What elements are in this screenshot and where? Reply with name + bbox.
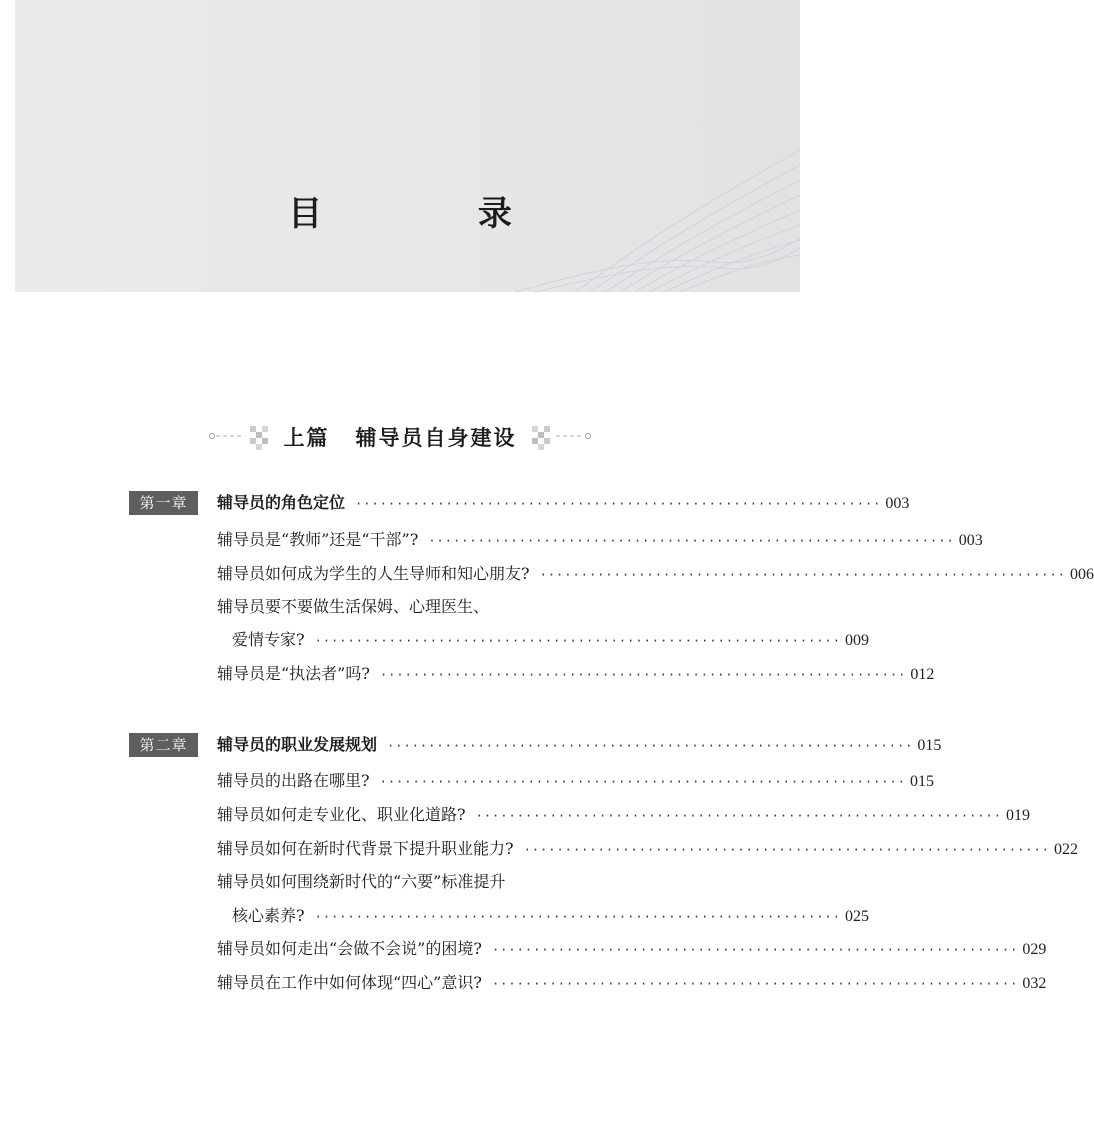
section-title: 辅导员的出路在哪里? xyxy=(217,771,370,790)
page-number: 015 xyxy=(909,773,934,790)
toc-section-entry-line1[interactable] xyxy=(217,868,670,896)
page-number: 019 xyxy=(1005,807,1030,824)
section-title: 辅导员如何围绕新时代的“六要”标准提升 xyxy=(217,872,506,891)
leader-dots: ································································ xyxy=(491,943,1019,957)
page-number: 029 xyxy=(1022,941,1047,958)
leader-dots: ································································ xyxy=(379,668,907,682)
page-number: 003 xyxy=(958,532,983,549)
page-number: 006 xyxy=(1069,566,1094,583)
leader-dots: ································································ xyxy=(379,775,906,789)
toc-section-entry-line2[interactable] xyxy=(232,902,869,930)
toc-section-entry[interactable] xyxy=(217,526,983,554)
section-title: 辅导员在工作中如何体现“四心”意识? xyxy=(217,973,482,992)
leader-dots: ································································ xyxy=(491,977,1019,991)
part-header xyxy=(0,420,800,460)
toc-section-entry[interactable] xyxy=(217,560,1094,588)
page-number: 012 xyxy=(910,666,935,683)
right-ornament-icon xyxy=(528,420,600,460)
page-number: 032 xyxy=(1022,975,1047,992)
toc-section-entry[interactable] xyxy=(217,660,935,688)
toc-section-entry[interactable] xyxy=(217,969,1047,997)
toc-chapter-entry[interactable] xyxy=(217,489,910,517)
section-title: 辅导员如何成为学生的人生导师和知心朋友? xyxy=(217,564,530,583)
leader-dots: ································································ xyxy=(523,843,1050,857)
page-number: 022 xyxy=(1053,841,1078,858)
leader-dots: ································································ xyxy=(387,739,914,753)
toc-section-entry[interactable] xyxy=(217,935,1047,963)
part-title xyxy=(0,422,800,452)
wave-pattern-decoration xyxy=(15,0,800,292)
toc-section-entry[interactable] xyxy=(217,835,1078,863)
leader-dots: ································································ xyxy=(314,634,841,648)
page-number: 025 xyxy=(844,908,869,925)
page-number: 009 xyxy=(844,632,869,649)
toc-chapter-entry[interactable] xyxy=(217,731,942,759)
section-title: 辅导员如何走专业化、职业化道路? xyxy=(217,805,466,824)
leader-dots: ································································ xyxy=(539,568,1066,582)
section-title-continued: 爱情专家? xyxy=(232,630,305,649)
toc-section-entry-line2[interactable] xyxy=(232,626,869,654)
toc-section-entry[interactable] xyxy=(217,801,1030,829)
section-title: 辅导员如何在新时代背景下提升职业能力? xyxy=(217,839,514,858)
chapter-badge: 第二章 xyxy=(129,733,198,757)
section-title: 辅导员如何走出“会做不会说”的困境? xyxy=(217,939,482,958)
page-number: 003 xyxy=(885,495,910,512)
page-title: 目 录 xyxy=(288,194,584,234)
part-label: 上篇 xyxy=(283,426,330,450)
section-title-continued: 核心素养? xyxy=(232,906,305,925)
leader-dots: ································································ xyxy=(355,497,882,511)
toc-section-entry-line1[interactable] xyxy=(217,593,670,621)
page-number: 015 xyxy=(917,737,942,754)
chapter-badge: 第一章 xyxy=(129,491,198,515)
leader-dots: ································································ xyxy=(314,910,841,924)
header-banner xyxy=(15,0,800,292)
section-title: 辅导员是“执法者”吗? xyxy=(217,664,370,683)
section-title: 辅导员是“教师”还是“干部”? xyxy=(217,530,419,549)
leader-dots: ································································ xyxy=(428,534,955,548)
chapter-title: 辅导员的角色定位 xyxy=(217,493,346,512)
toc-section-entry[interactable] xyxy=(217,767,934,795)
section-title: 辅导员要不要做生活保姆、心理医生、 xyxy=(217,597,490,616)
leader-dots: ································································ xyxy=(475,809,1002,823)
part-name: 辅导员自身建设 xyxy=(355,426,517,450)
chapter-title: 辅导员的职业发展规划 xyxy=(217,735,378,754)
